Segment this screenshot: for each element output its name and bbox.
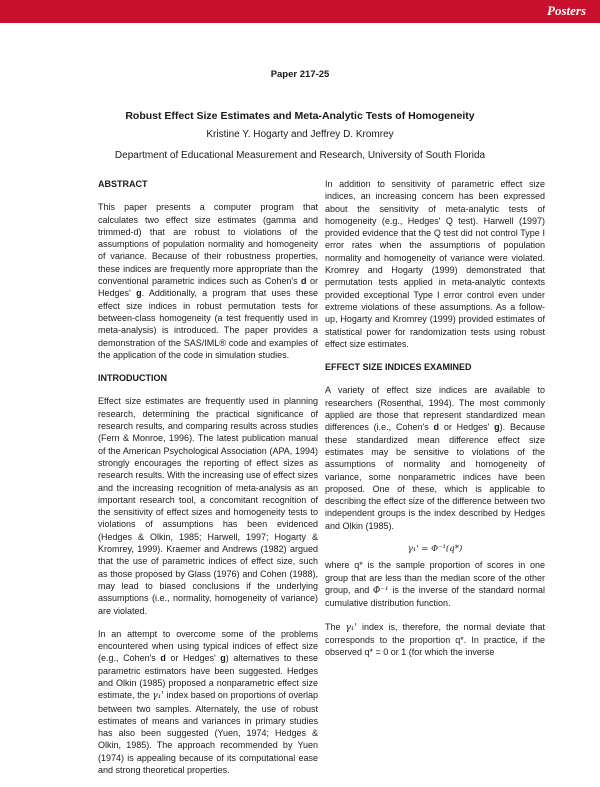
abstract-paragraph: This paper presents a computer program that calculates two effect size estimates (gamma and trimmed-d) that are robust to violations of the assumptions of population normality and homogeneity of variance. Because of their robustness properties, these indices are frequently more appropriate than the conventional parametric indices such as Cohen's d or Hedges' g. Additionally, a program that uses these effect size indices in robust permutation tests for between-class homogeneity (a test frequently used in meta-analysis) is introduced. The paper provides a demonstration of the SAS/IML® code and examples of the application of the code in simulation studies.: [98, 202, 318, 360]
section-label: Posters: [547, 3, 586, 18]
intro-paragraph-2: In an attempt to overcome some of the problems encountered when using typical indices of effect size (e.g., Cohen's d or Hedges' g) alternatives to these parametric estimators have been suggested. Hedges and Olkin (1985) proposed a nonparametric effect size estimate, the γ₁' index based on proportions of overlap between two samples. Alternately, the use of robust estimates of means and variances in primary studies has also been suggested (Yuen, 1974; Hedges & Olkin, 1985). The approach recommended by Yuen (1974) is appealing because of its computational ease and strong theoretical properties.: [98, 628, 319, 776]
effect-size-heading: EFFECT SIZE INDICES EXAMINED: [325, 362, 472, 373]
abstract-heading: ABSTRACT: [98, 179, 148, 189]
effect-size-paragraph-1: A variety of effect size indices are available to researchers (Rosenthal, 1994). The most commonly applied are those that represent standardized mean differences (i.e., Cohen's d or Hedges' g). Because these standardized mean difference effect size estimates may be sensitive to violations of the assumptions of normality and homogeneity of variance, some nonparametric indices have been proposed. One of these, which is applicable to describing the effect size of the difference between two independent groups is the index described by Hedges and Olkin (1985).: [325, 385, 545, 531]
effect-size-paragraph-3: The γ₁' index is, therefore, the normal deviate that corresponds to the proportion q*. In practice, if the observed q* = 0 or 1 (for which the inverse: [325, 621, 545, 658]
top-banner: [0, 0, 600, 23]
introduction-heading: INTRODUCTION: [98, 373, 167, 384]
gamma-symbol-2: γ₁': [345, 622, 357, 633]
left-column: [98, 178, 318, 787]
right-column: [325, 178, 545, 669]
paper-number: Paper 217-25: [270, 69, 330, 80]
phi-inverse-symbol: Φ⁻¹: [372, 585, 389, 596]
paper-title: Robust Effect Size Estimates and Meta-Analytic Tests of Homogeneity: [125, 110, 475, 122]
gamma-symbol: γ₁': [152, 691, 164, 702]
authors: Kristine Y. Hogarty and Jeffrey D. Kromrey: [206, 129, 394, 140]
effect-size-paragraph-2: where q* is the sample proportion of scores in one group that are less than the median score of the other group, and Φ⁻¹ is the inverse of the standard normal cumulative distribution function.: [325, 560, 545, 609]
intro-paragraph-3: In addition to sensitivity of parametric effect size indices, an increasing concern has been expressed about the sensitivity of meta-analytic tests of homogeneity (e.g., Hedges' Q test). Harwell (1997) provided evidence that the Q test did not control Type I error rates when the assumptions of population normality and homogeneity of variance were violated. Kromrey and Hogarty (1999) demonstrated that permutation tests applied in meta-analytic contexts provided exceptional Type I error control even under extreme violations of these assumptions. As a follow-up, Hogarty and Kromrey (1999) provided estimates of statistical power for randomization tests using robust effect size estimates.: [325, 179, 545, 349]
affiliation: Department of Educational Measurement and Research, University of South Florida: [114, 150, 486, 161]
intro-paragraph-1: Effect size estimates are frequently used in planning research, determining the practical significance of research results, and comparing results across studies (Fern & Monroe, 1996). The latest publication manual of the American Psychological Association (APA, 1994) strongly encourages the reporting of effect sizes as research results. With the increasing use of effect sizes and the increasing recognition of meta-analysis as an important research tool, a concomitant recognition of the sensitivity of effect sizes and homogeneity tests to violations of assumptions has been evidenced (Hedges & Olkin, 1985; Harwell, 1997; Hogarty & Kromrey, 1999). Kraemer and Andrews (1982) argued that the use of parametric indices of effect size, such as those proposed by Glass (1976) and Cohen (1988), may lead to biased conclusions if the underlying assumptions (i.e., normality, homogeneity of variance) are violated.: [98, 396, 318, 616]
gamma-formula: γ₁' = Φ⁻¹(q*): [407, 544, 463, 555]
